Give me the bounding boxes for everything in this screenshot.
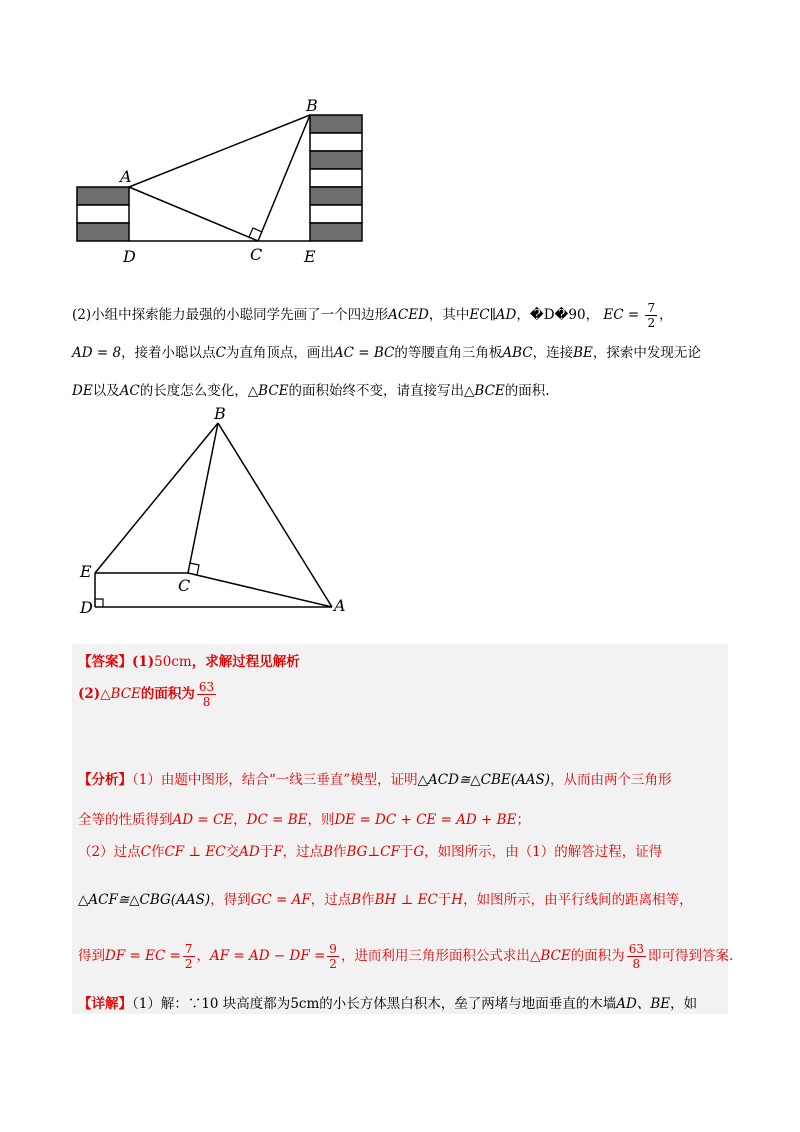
segment-BC bbox=[188, 423, 218, 573]
solution-panel bbox=[72, 644, 734, 1014]
analysis-line-4: △ACF≅△CBG(AAS)，得到GC = AF，过点B作BH ⊥ EC于H，如图所示，由平行线间的距离相等， bbox=[78, 892, 693, 908]
fraction-63-8: $\frac{63}{8}$ bbox=[198, 680, 215, 709]
segment-EB bbox=[95, 423, 218, 573]
segment-AB bbox=[129, 115, 310, 187]
answer-line-1: 【答案】(1)50cm，求解过程见解析 bbox=[78, 654, 300, 670]
figure-quadrilateral bbox=[70, 405, 370, 625]
question-2-line-3: DE以及AC的长度怎么变化，△BCE的面积始终不变，请直接写出△BCE的面积. bbox=[72, 383, 550, 399]
analysis-line-2: 全等的性质得到AD = CE，DC = BE，则DE = DC + CE = AD + BE； bbox=[78, 812, 530, 828]
label-E: E bbox=[304, 247, 316, 266]
segment-CA bbox=[188, 573, 332, 607]
answer-line-2: (2)△BCE的面积为 $\frac{63}{8}$ bbox=[78, 680, 215, 709]
segment-BC bbox=[258, 115, 310, 241]
segment-AC bbox=[129, 187, 258, 241]
question-2 bbox=[72, 296, 712, 410]
right-angle-mark-D bbox=[95, 599, 103, 607]
segment-BA bbox=[218, 423, 332, 607]
detail-line-1: 【详解】（1）解：∵10 块高度都为5cm的小长方体黑白积木，垒了两堵与地面垂直的木墙AD、BE，如 bbox=[78, 996, 698, 1012]
analysis-line-5: 得到DF = EC = $\frac{7}{2}$ ，AF = AD − DF = $\frac{9}{2}$ ，进而利用三角形面积公式求出△BCE的面积为 $\frac{63}{8}$ 即可得到答案. bbox=[78, 942, 734, 971]
label-B: B bbox=[306, 96, 318, 115]
question-2-line-2: AD = 8，接着小聪以点C为直角顶点，画出AC = BC的等腰直角三角板ABC，连接BE，探索中发现无论 bbox=[72, 345, 701, 361]
question-2-line-1: (2)小组中探索能力最强的小聪同学先画了一个四边形ACED，其中EC∥AD，�D�90， EC = $\frac{7}{2}$ ， bbox=[72, 301, 673, 330]
label-E: E bbox=[80, 562, 92, 581]
figure-block-walls bbox=[70, 90, 380, 270]
label-A: A bbox=[120, 167, 132, 186]
label-A: A bbox=[334, 596, 346, 615]
label-B: B bbox=[214, 405, 226, 423]
label-C: C bbox=[178, 576, 191, 595]
analysis-line-3: （2）过点C作CF ⊥ EC交AD于F，过点B作BG⊥CF于G，如图所示，由（1）的解答过程，证得 bbox=[78, 844, 663, 860]
left-wall bbox=[77, 187, 129, 241]
fraction-7-2: $\frac{7}{2}$ bbox=[647, 301, 656, 330]
label-D: D bbox=[123, 247, 136, 266]
label-D: D bbox=[80, 598, 93, 617]
analysis-line-1: 【分析】（1）由题中图形，结合“一线三垂直”模型，证明△ACD≅△CBE(AAS)，从而由两个三角形 bbox=[78, 772, 672, 788]
right-wall bbox=[310, 115, 362, 241]
label-C: C bbox=[250, 245, 263, 264]
